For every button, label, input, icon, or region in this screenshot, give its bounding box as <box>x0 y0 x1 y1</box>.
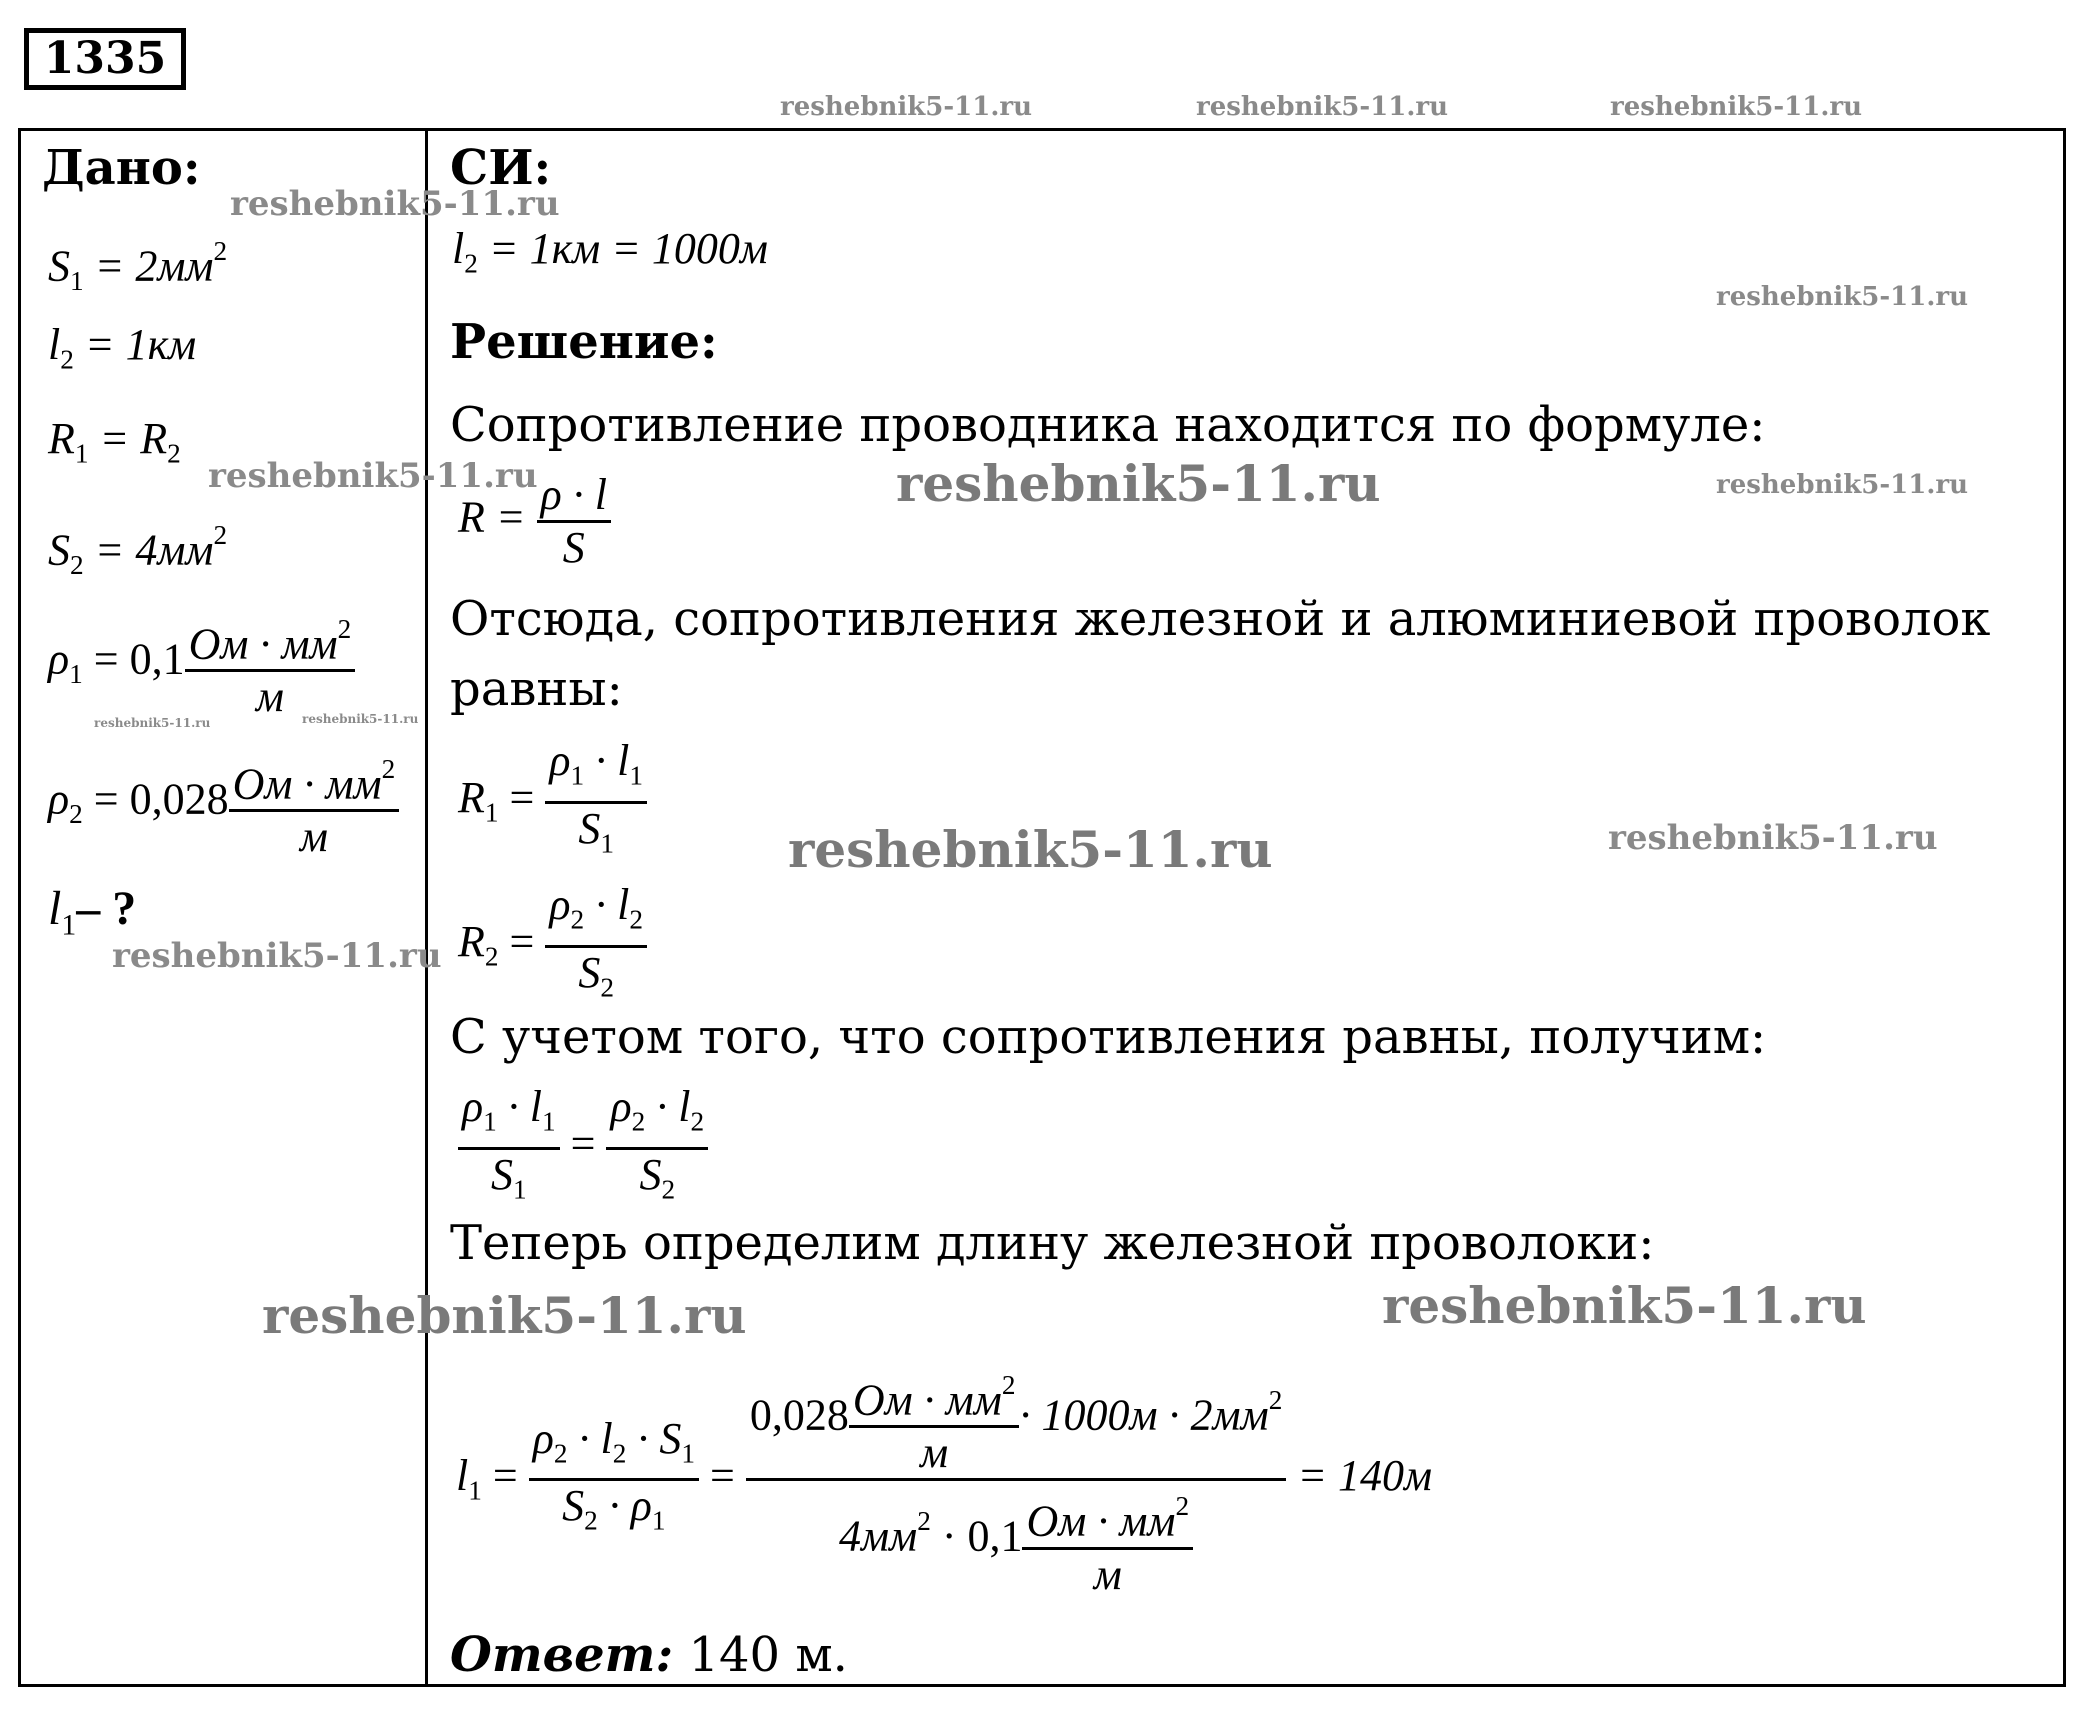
watermark: reshebnik5-11.ru <box>1716 470 1969 500</box>
watermark: reshebnik5-11.ru <box>1382 1276 1867 1335</box>
formula-resistance: R = $\frac{\rho \cdot l}{S}$ <box>458 470 611 573</box>
solution-paragraph-4: Теперь определим длину железной проволоки: <box>450 1215 1655 1271</box>
given-item-rho2: $\rho_2 = 0,028$ $\frac{Ом \cdot мм^2}{м}$ <box>48 744 399 862</box>
big-fraction: 0,028 $\frac{Ом \cdot мм^2}{м}$ · $1000м \cdot 2мм^2$ $4мм^2 \cdot 0,1$ $\frac{Ом \cdot мм^2}{м}$ <box>746 1360 1287 1600</box>
solution-paragraph-3: С учетом того, что сопротивления равны, получим: <box>450 1009 1767 1065</box>
formula-equality: $\frac{\rho_1 \cdot l_1}{S_1}$ = $\frac{\rho_2 \cdot l_2}{S_2}$ <box>458 1082 708 1214</box>
watermark: reshebnik5-11.ru <box>780 92 1033 122</box>
given-item-l2: $l_2 = 1км$ <box>48 320 197 375</box>
watermark: reshebnik5-11.ru <box>94 716 211 730</box>
formula-r2: $R_2$ = $\frac{\rho_2 \cdot l_2}{S_2}$ <box>458 880 647 1012</box>
formula-r1: $R_1$ = $\frac{\rho_1 \cdot l_1}{S_1}$ <box>458 736 647 868</box>
watermark: reshebnik5-11.ru <box>1608 818 1938 858</box>
given-unknown: $l_1-$ ? <box>48 882 137 942</box>
given-heading: Дано: <box>42 140 201 196</box>
given-item-s1: $S_1 = 2мм^2$ <box>48 236 228 296</box>
solution-paragraph-2a: Отсюда, сопротивления железной и алюминиевой проволок <box>450 591 1991 647</box>
watermark: reshebnik5-11.ru <box>896 454 1381 513</box>
watermark: reshebnik5-11.ru <box>1196 92 1449 122</box>
watermark: reshebnik5-11.ru <box>788 820 1273 879</box>
watermark: reshebnik5-11.ru <box>302 712 419 726</box>
formula-final: $l_1$ = $\frac{\rho_2 \cdot l_2 \cdot S_1}{S_2 \cdot \rho_1}$ = 0,028 $\frac{Ом \cdot мм^2}{м}$ · $1000м \cdot 2мм^2$ $4мм^2 \cdot 0,1$ $\frac{Ом \cdot мм^2}{м}$ = 140м <box>456 1360 1432 1600</box>
given-item-r1: $R_1 = R_2$ <box>48 414 181 469</box>
watermark: reshebnik5-11.ru <box>1716 282 1969 312</box>
given-item-rho1: $\rho_1 = 0,1$ $\frac{Ом \cdot мм^2}{м}$ <box>48 604 355 722</box>
problem-number: 1335 <box>24 28 186 90</box>
si-line: $l_2 = 1км = 1000м$ <box>452 224 768 279</box>
si-heading: СИ: <box>450 140 552 196</box>
answer: Ответ: 140 м. <box>450 1627 848 1683</box>
solution-heading: Решение: <box>450 314 718 370</box>
solution-paragraph-1: Сопротивление проводника находится по формуле: <box>450 397 1766 453</box>
watermark: reshebnik5-11.ru <box>1610 92 1863 122</box>
column-divider <box>425 128 428 1687</box>
given-item-s2: $S_2 = 4мм^2$ <box>48 520 228 580</box>
watermark: reshebnik5-11.ru <box>208 456 538 496</box>
watermark: reshebnik5-11.ru <box>262 1286 747 1345</box>
watermark: reshebnik5-11.ru <box>112 936 442 976</box>
watermark: reshebnik5-11.ru <box>230 184 560 224</box>
solution-paragraph-2b: равны: <box>450 661 623 717</box>
